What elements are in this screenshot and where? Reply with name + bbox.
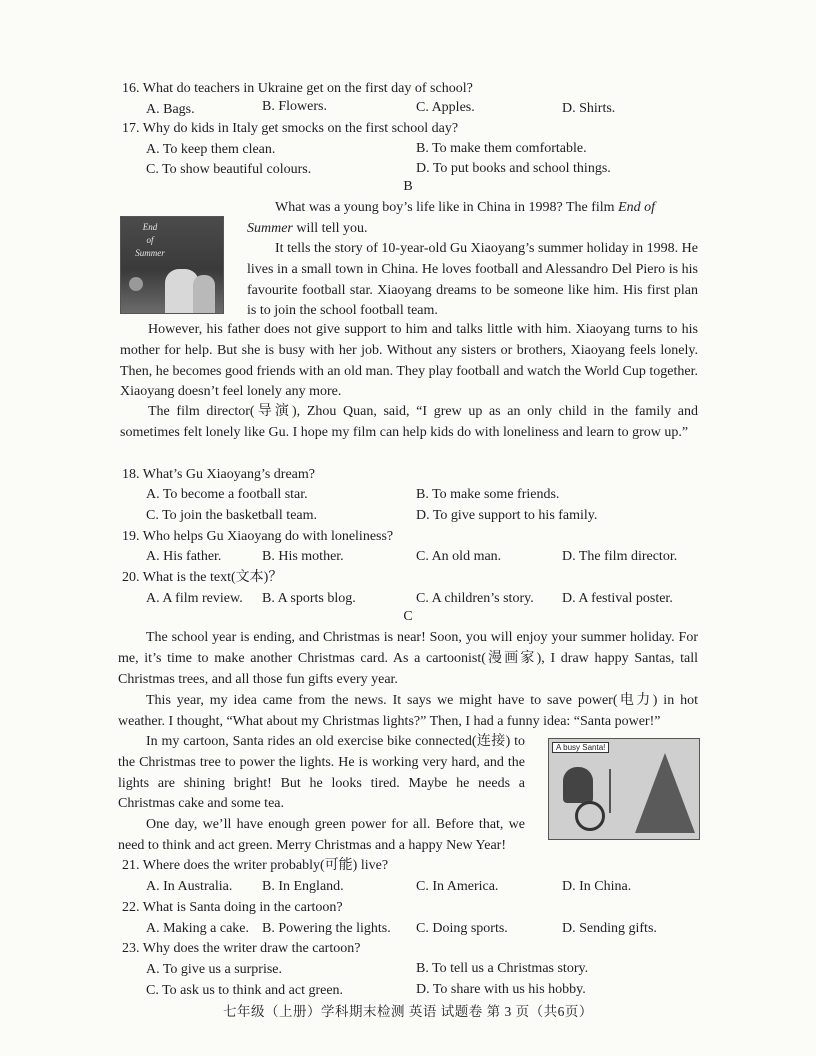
q19-option-d: D. The film director.: [562, 549, 678, 564]
q23-option-b: B. To tell us a Christmas story.: [416, 961, 589, 976]
q18-option-a: A. To become a football star.: [146, 487, 308, 502]
q20-option-d: D. A festival poster.: [562, 591, 673, 606]
cartoon-caption: A busy Santa!: [552, 742, 609, 753]
film-poster-title: End of Summer: [135, 222, 165, 258]
q19-option-a: A. His father.: [146, 549, 222, 564]
question-20: 20. What is the text(文本)？: [122, 570, 283, 585]
q18-option-c: C. To join the basketball team.: [146, 508, 318, 523]
q23-option-a: A. To give us a surprise.: [146, 962, 283, 977]
question-17: 17. Why do kids in Italy get smocks on the first school day?: [122, 121, 459, 136]
section-b-heading: B: [403, 179, 413, 194]
q17-option-c: C. To show beautiful colours.: [146, 162, 312, 177]
q17-option-b: B. To make them comfortable.: [416, 141, 587, 156]
q22-option-b: B. Powering the lights.: [262, 921, 391, 936]
football-shape: [129, 277, 143, 291]
section-b-paragraph-1: What was a young boy’s life like in China in 1998? The film End of Summer will tell you.: [247, 200, 656, 236]
q17-option-a: A. To keep them clean.: [146, 142, 276, 157]
q19-option-c: C. An old man.: [416, 549, 502, 564]
q20-option-c: C. A children’s story.: [416, 591, 534, 606]
section-b-paragraph-3: However, his father does not give support to him and talks little with him. Xiaoyang turns to his mother for help. But she is busy with her job. Without any sisters or brothers, Xiaoyang feels lonely. Then, he becomes good friends with an old man. They play football and watch the World Cup together. Xiaoyang doesn’t feel lonely any more.: [120, 322, 698, 400]
q20-option-a: A. A film review.: [146, 591, 243, 606]
question-18: 18. What’s Gu Xiaoyang’s dream?: [122, 467, 315, 482]
q18-option-b: B. To make some friends.: [416, 487, 560, 502]
q23-option-d: D. To share with us his hobby.: [416, 982, 586, 997]
q18-option-d: D. To give support to his family.: [416, 508, 598, 523]
question-21: 21. Where does the writer probably(可能) live?: [122, 858, 389, 873]
section-b-paragraph-2: It tells the story of 10-year-old Gu Xiaoyang’s summer holiday in 1998. He lives in a small town in China. He loves football and Alessandro Del Piero is his favourite football star. Xiaoyang dreams to be someone like him. His first plan is to join the school football team.: [247, 241, 698, 319]
wind-turbine-shape: [609, 769, 611, 813]
q21-option-b: B. In England.: [262, 879, 344, 894]
question-16: 16. What do teachers in Ukraine get on the first day of school?: [122, 81, 473, 96]
q16-option-c: C. Apples.: [416, 100, 475, 115]
q19-option-b: B. His mother.: [262, 549, 344, 564]
q16-option-a: A. Bags.: [146, 102, 195, 117]
question-22: 22. What is Santa doing in the cartoon?: [122, 900, 343, 915]
section-b-paragraph-4: The film director(导演), Zhou Quan, said, “I grew up as an only child in the family and sometimes felt lonely like Gu. I hope my film can help kids do with loneliness and learn to grow up.”: [120, 404, 698, 440]
q16-option-d: D. Shirts.: [562, 101, 616, 116]
section-c-paragraph-1: The school year is ending, and Christmas is near! Soon, you will enjoy your summer holiday. For me, it’s time to make another Christmas card. As a cartoonist(漫画家), I draw happy Santas, tall Christmas trees, and all those fun gifts every year.: [118, 630, 698, 687]
film-poster-image: [120, 216, 224, 314]
q21-option-a: A. In Australia.: [146, 879, 233, 894]
busy-santa-cartoon-image: [548, 738, 700, 840]
santa-figure: [563, 767, 593, 803]
question-23: 23. Why does the writer draw the cartoon?: [122, 941, 361, 956]
section-c-paragraph-3: In my cartoon, Santa rides an old exercise bike connected(连接) to the Christmas tree to power the lights. He is working very hard, and the lights are shining bright! But he looks tired. Maybe he needs a Christmas cake and some tea.: [118, 734, 525, 812]
q21-option-d: D. In China.: [562, 879, 632, 894]
bike-wheel-shape: [575, 801, 605, 831]
q17-option-d: D. To put books and school things.: [416, 161, 611, 176]
section-c-paragraph-4: One day, we’ll have enough green power for all. Before that, we need to think and act green. Merry Christmas and a happy New Year!: [118, 817, 525, 853]
q23-option-c: C. To ask us to think and act green.: [146, 983, 344, 998]
q21-option-c: C. In America.: [416, 879, 499, 894]
q22-option-d: D. Sending gifts.: [562, 921, 657, 936]
christmas-tree-shape: [635, 753, 695, 833]
section-c-heading: C: [403, 609, 413, 624]
q20-option-b: B. A sports blog.: [262, 591, 356, 606]
section-c-paragraph-2: This year, my idea came from the news. It says we might have to save power(电力) in hot weather. I thought, “What about my Christmas lights?” Then, I had a funny idea: “Santa power!”: [118, 693, 698, 729]
q22-option-a: A. Making a cake.: [146, 921, 250, 936]
page-footer: 七年级（上册）学科期末检测 英语 试题卷 第 3 页（共6页）: [223, 1004, 593, 1019]
question-19: 19. Who helps Gu Xiaoyang do with loneliness?: [122, 529, 394, 544]
man-figure: [193, 275, 215, 313]
q22-option-c: C. Doing sports.: [416, 921, 508, 936]
q16-option-b: B. Flowers.: [262, 99, 327, 114]
